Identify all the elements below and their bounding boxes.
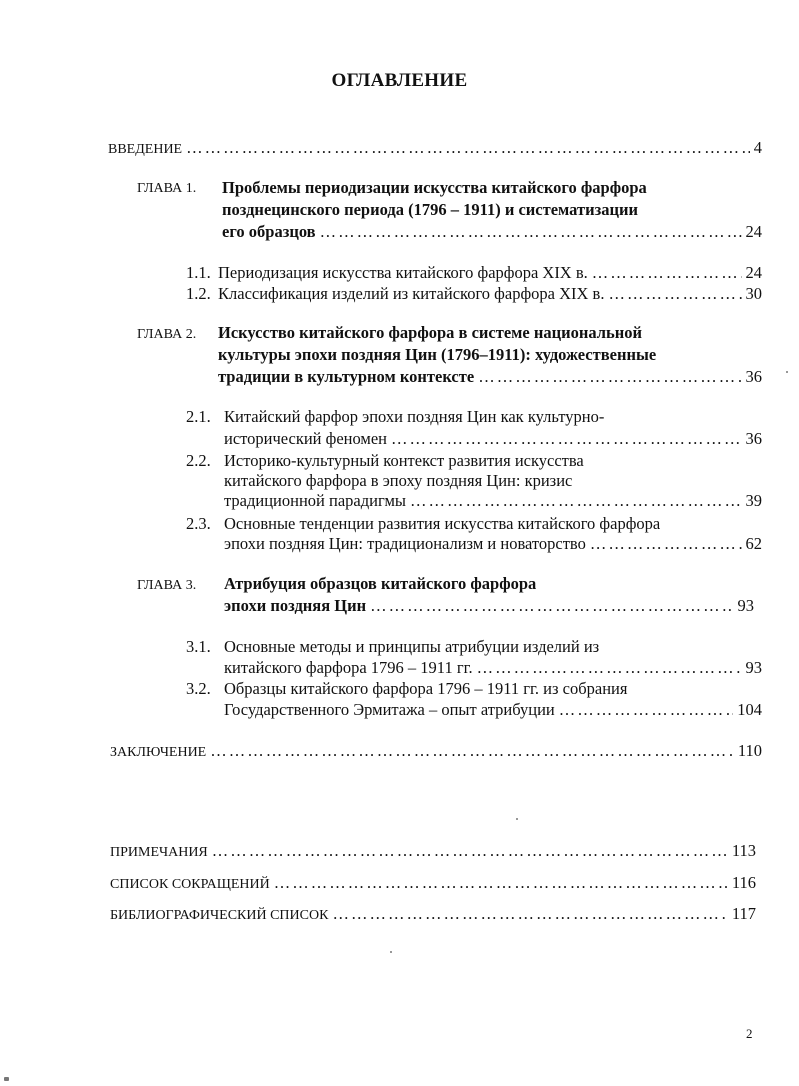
section-number: 1.1.: [186, 263, 211, 282]
toc-entry-3-2: [224, 699, 762, 721]
dot-leader: [274, 872, 728, 894]
dot-leader: [370, 595, 733, 617]
toc-entry-2-1: [224, 428, 762, 450]
chapter-1-title-line-1: Проблемы периодизации искусства китайского фарфора: [222, 178, 647, 197]
toc-page: 113: [731, 841, 756, 860]
chapter-3-label: ГЛАВА 3.: [137, 578, 197, 593]
toc-entry-chapter-1: [222, 221, 762, 243]
toc-entry-chapter-3: [224, 595, 754, 617]
scan-speck: [4, 1077, 9, 1081]
dot-leader: [186, 137, 750, 159]
dot-leader: [320, 221, 742, 243]
chapter-1-title-line-2: позднецинского периода (1796 – 1911) и систематизации: [222, 200, 638, 219]
scan-speck: [786, 371, 788, 373]
toc-page: 24: [745, 222, 762, 241]
dot-leader: [559, 699, 734, 721]
dot-leader: [210, 740, 734, 762]
toc-entry-bibliography: [110, 903, 756, 927]
section-title: Классификация изделий из китайского фарфора XIX в.: [218, 284, 605, 303]
section-number: 2.2.: [186, 451, 211, 470]
dot-leader: [212, 840, 728, 862]
section-title-line-1: Образцы китайского фарфора 1796 – 1911 гг. из собрания: [224, 679, 628, 698]
dot-leader: [608, 283, 741, 305]
toc-label: ПРИМЕЧАНИЯ: [110, 845, 208, 860]
toc-page: 39: [745, 491, 762, 510]
chapter-2-title-line-3: традиции в культурном контексте: [218, 367, 475, 386]
section-number: 2.1.: [186, 407, 211, 426]
scan-speck: [516, 818, 518, 820]
toc-entry-notes: [110, 840, 756, 864]
toc-label: ЗАКЛЮЧЕНИЕ: [110, 745, 207, 760]
toc-label: СПИСОК СОКРАЩЕНИЙ: [110, 877, 270, 892]
toc-page: 110: [737, 741, 762, 760]
toc-page: 36: [745, 429, 762, 448]
chapter-2-title-line-2: культуры эпохи поздняя Цин (1796–1911): художественные: [218, 345, 657, 364]
scan-speck: [390, 951, 392, 953]
dot-leader: [590, 533, 742, 555]
section-title-line-2: Государственного Эрмитажа – опыт атрибуции: [224, 700, 555, 719]
dot-leader: [410, 490, 741, 512]
toc-entry-chapter-2: [218, 366, 762, 388]
section-title-line-1: Основные тенденции развития искусства китайского фарфора: [224, 514, 661, 533]
section-number: 2.3.: [186, 514, 211, 533]
toc-entry-intro: [108, 137, 762, 161]
section-title-line-1: Китайский фарфор эпохи поздняя Цин как культурно-: [224, 407, 605, 426]
toc-page: 4: [753, 138, 762, 157]
toc-page: 104: [737, 700, 762, 719]
chapter-1-title-line-3: его образцов: [222, 222, 316, 241]
toc-entry-1-1: [218, 262, 762, 284]
toc-page: 93: [737, 596, 754, 615]
dot-leader: [592, 262, 742, 284]
dot-leader: [391, 428, 741, 450]
chapter-3-title-line-2: эпохи поздняя Цин: [224, 596, 367, 615]
toc-entry-3-1: [224, 657, 762, 679]
toc-entry-2-2: [224, 490, 762, 512]
section-title: Периодизация искусства китайского фарфора XIX в.: [218, 263, 588, 282]
toc-label: БИБЛИОГРАФИЧЕСКИЙ СПИСОК: [110, 908, 329, 923]
chapter-3-title-line-1: Атрибуция образцов китайского фарфора: [224, 574, 537, 593]
section-title-line-2: исторический феномен: [224, 429, 388, 448]
toc-entry-2-3: [224, 533, 762, 555]
toc-label: ВВЕДЕНИЕ: [108, 142, 183, 157]
toc-page: 24: [745, 263, 762, 282]
page-title: ОГЛАВЛЕНИЕ: [331, 70, 468, 91]
section-number: 3.2.: [186, 679, 211, 698]
section-number: 1.2.: [186, 284, 211, 303]
section-title-line-1: Основные методы и принципы атрибуции изделий из: [224, 637, 600, 656]
section-title-line-1: Историко-культурный контекст развития искусства: [224, 451, 584, 470]
section-title-line-2: эпохи поздняя Цин: традиционализм и новаторство: [224, 534, 586, 553]
chapter-2-label: ГЛАВА 2.: [137, 327, 197, 342]
page-number: 2: [746, 1026, 753, 1041]
toc-page: 117: [731, 904, 756, 923]
section-title-line-2: китайского фарфора 1796 – 1911 гг.: [224, 658, 473, 677]
toc-page: 116: [731, 873, 756, 892]
chapter-2-title-line-1: Искусство китайского фарфора в системе национальной: [218, 323, 643, 342]
dot-leader: [332, 903, 727, 925]
toc-page: 30: [745, 284, 762, 303]
toc-page: 93: [745, 658, 762, 677]
section-number: 3.1.: [186, 637, 211, 656]
toc-entry-conclusion: [110, 740, 762, 764]
dot-leader: [478, 366, 741, 388]
toc-entry-abbreviations: [110, 872, 756, 896]
section-title-line-2: китайского фарфора в эпоху поздняя Цин: кризис: [224, 471, 573, 490]
toc-page: 36: [745, 367, 762, 386]
toc-entry-1-2: [218, 283, 762, 305]
chapter-1-label: ГЛАВА 1.: [137, 181, 197, 196]
section-title-line-3: традиционной парадигмы: [224, 491, 407, 510]
toc-page: 62: [745, 534, 762, 553]
dot-leader: [477, 657, 742, 679]
